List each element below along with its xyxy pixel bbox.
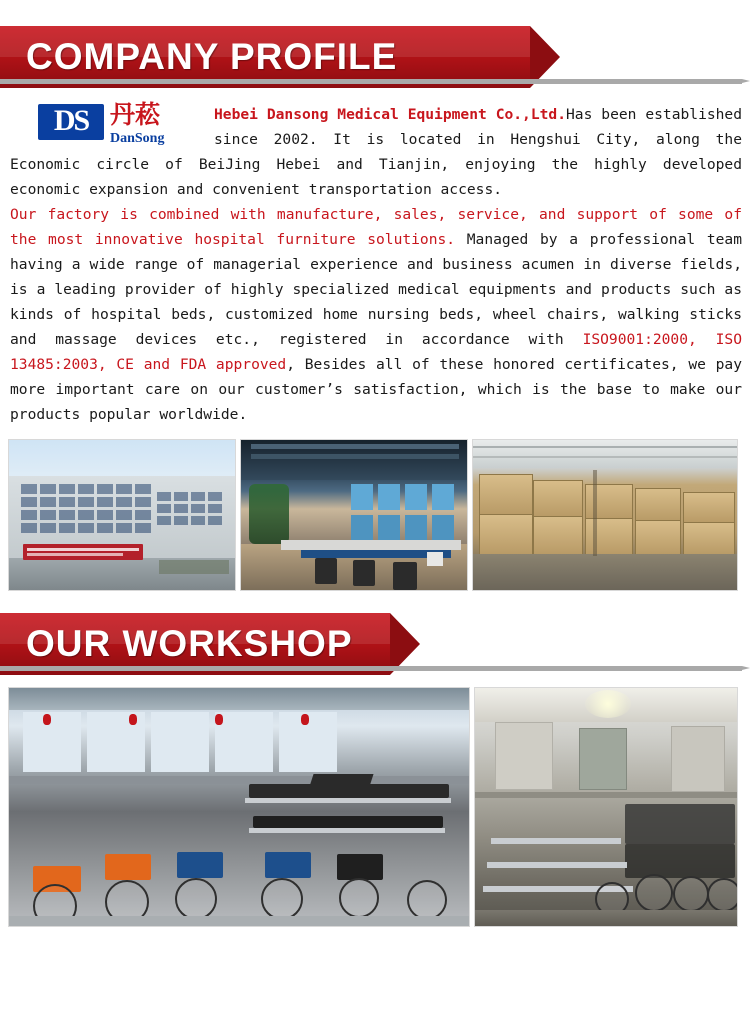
profile-paragraph-2-highlight: Our factory is combined with manufacture, sales, service, and support of some of the most innovative hospital furniture solutions.: [10, 206, 742, 248]
company-profile-text: [10, 102, 742, 427]
company-profile-banner: [0, 26, 750, 88]
factory-sign: [23, 544, 143, 560]
factory-exterior-photo: [8, 439, 236, 591]
warehouse-photo: [472, 439, 738, 591]
certifications-text: ISO9001:2000, ISO 13485:2003, CE and FDA approved: [10, 331, 742, 373]
profile-paragraph-2-body-b: , Besides all of these honored certificates, we pay more important care on our customer’s satisfaction, which is the base to make our products popular worldwide.: [10, 356, 742, 423]
section-title-workshop: OUR WORKSHOP: [26, 623, 353, 664]
company-logo: [38, 100, 208, 146]
our-workshop-gallery: [0, 687, 750, 927]
logo-chinese-name: 丹菘: [110, 100, 161, 129]
office-interior-photo: [240, 439, 468, 591]
company-profile-gallery: [0, 439, 750, 591]
page-title: COMPANY PROFILE: [26, 36, 398, 77]
our-workshop-banner: [0, 613, 750, 675]
workshop-wheelchair-assembly-photo: [8, 687, 470, 927]
logo-mark: DS: [38, 104, 104, 140]
profile-paragraph-2-body-a: Managed by a professional team having a wide range of managerial experience and business acumen in diverse fields, is a leading provider of highly specialized medical equipments and products such as kinds of hospital beds, customized home nursing beds, wheel chairs, walking sticks and massage devices etc., registered in accordance with: [10, 231, 742, 348]
workshop-wheelchair-storage-photo: [474, 687, 738, 927]
logo-english-name: DanSong: [110, 131, 165, 146]
profile-paragraph-1: Has been established since 2002. It is located in Hengshui City, along the Economic circle of BeiJing Hebei and Tianjin, enjoying the highly developed economic expansion and convenient transportation access.: [10, 106, 742, 198]
company-name-strong: Hebei Dansong Medical Equipment Co.,Ltd.: [214, 106, 566, 123]
